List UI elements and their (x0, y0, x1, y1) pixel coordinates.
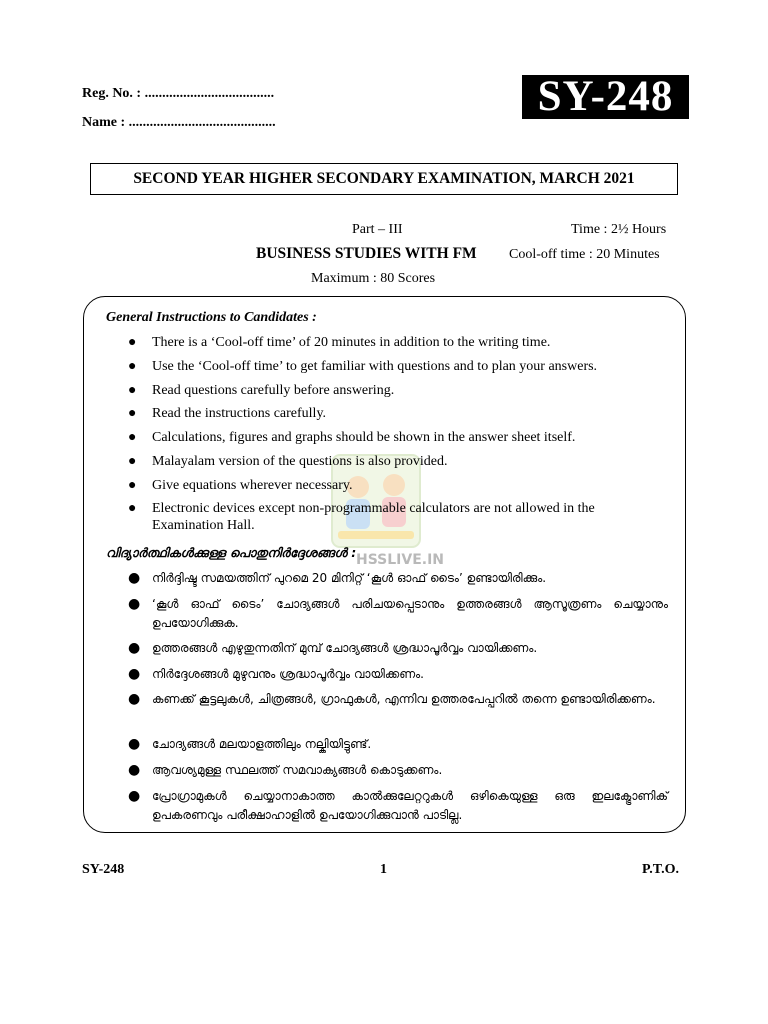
list-item: ● Malayalam version of the questions is also provided. (128, 454, 448, 469)
bullet-icon: ● (128, 359, 137, 374)
english-instructions-heading: General Instructions to Candidates : (106, 310, 317, 325)
bullet-icon: ● (128, 762, 141, 778)
list-item: ● Read the instructions carefully. (128, 406, 327, 421)
list-item: ● Electronic devices except non-programmable calculators are not allowed in the Examination Hall. (128, 501, 595, 533)
bullet-icon: ● (128, 666, 141, 682)
list-item: ● നിർദ്ദിഷ്ട സമയത്തിന് പുറമെ 20 മിനിറ്റ് ‘കൂൾ ഓഫ് ടൈം’ ഉണ്ടായിരിക്കും. (128, 570, 547, 586)
list-item: ● There is a ‘Cool-off time’ of 20 minutes in addition to the writing time. (128, 335, 551, 350)
list-item: ● ചോദ്യങ്ങൾ മലയാളത്തിലും നല്കിയിട്ടുണ്ട്. (128, 736, 372, 752)
list-item: ● Read questions carefully before answering. (128, 383, 395, 398)
watermark-text: HSSLIVE.IN (356, 552, 445, 568)
reg-no-field: Reg. No. : ..................................... (82, 86, 275, 101)
bullet-icon: ● (128, 406, 137, 421)
malayalam-instructions-heading: വിദ്യാർത്ഥികൾക്കുള്ള പൊതുനിർദ്ദേശങ്ങൾ : (106, 545, 357, 560)
name-field: Name : .......................................... (82, 115, 276, 130)
bullet-icon: ● (128, 570, 141, 586)
cool-off-label: Cool-off time : 20 Minutes (509, 247, 660, 262)
list-item: ● ഉത്തരങ്ങൾ എഴുതുന്നതിന് മുമ്പ് ചോദ്യങ്ങൾ ശ്രദ്ധാപൂർവ്വം വായിക്കണം. (128, 640, 538, 656)
list-item: ● കണക്ക് കൂട്ടലുകൾ, ചിത്രങ്ങൾ, ഗ്രാഫുകൾ, എന്നിവ ഉത്തരപേപ്പറിൽ തന്നെ ഉണ്ടായിരിക്കണം. (128, 691, 656, 707)
list-item: ● Calculations, figures and graphs should be shown in the answer sheet itself. (128, 430, 576, 445)
bullet-icon: ● (128, 335, 137, 350)
bullet-icon: ● (128, 788, 141, 804)
list-item: ● പ്രോഗ്രാമുകൾ ചെയ്യാനാകാത്ത കാൽക്കുലേറ്ററുകൾ ഒഴികെയുള്ള ഒരു ഇലക്ട്രോണിക് ഉപകരണവും പരീക്ഷാഹാളിൽ ഉപയോഗിക്കുവാൻ പാടില്ല. (128, 788, 668, 822)
paper-code-badge: SY-248 (522, 75, 689, 119)
pto-label: P.T.O. (642, 862, 679, 877)
part-label: Part – III (352, 222, 403, 237)
max-score-label: Maximum : 80 Scores (311, 271, 436, 286)
subject-title: BUSINESS STUDIES WITH FM (256, 245, 477, 262)
page-number: 1 (380, 862, 387, 877)
bullet-icon: ● (128, 501, 137, 516)
list-item: ● ‘കൂൾ ഓഫ് ടൈം’ ചോദ്യങ്ങൾ പരിചയപ്പെടാനും ഉത്തരങ്ങൾ ആസൂത്രണം ചെയ്യാനും ഉപയോഗിക്കുക. (128, 596, 668, 630)
list-item: ● Use the ‘Cool-off time’ to get familiar with questions and to plan your answers. (128, 359, 598, 374)
list-item: ● ആവശ്യമുള്ള സ്ഥലത്ത് സമവാക്യങ്ങൾ കൊടുക്കണം. (128, 762, 443, 778)
bullet-icon: ● (128, 640, 141, 656)
footer-paper-code: SY-248 (82, 862, 125, 877)
list-item: ● നിർദ്ദേശങ്ങൾ മുഴുവനും ശ്രദ്ധാപൂർവ്വം വായിക്കണം. (128, 666, 424, 682)
bullet-icon: ● (128, 736, 141, 752)
time-label: Time : 2½ Hours (571, 222, 667, 237)
bullet-icon: ● (128, 454, 137, 469)
bullet-icon: ● (128, 383, 137, 398)
bullet-icon: ● (128, 430, 137, 445)
bullet-icon: ● (128, 691, 141, 707)
bullet-icon: ● (128, 596, 141, 612)
list-item: ● Give equations wherever necessary. (128, 478, 353, 493)
bullet-icon: ● (128, 478, 137, 493)
exam-title: SECOND YEAR HIGHER SECONDARY EXAMINATION, MARCH 2021 (90, 163, 678, 195)
